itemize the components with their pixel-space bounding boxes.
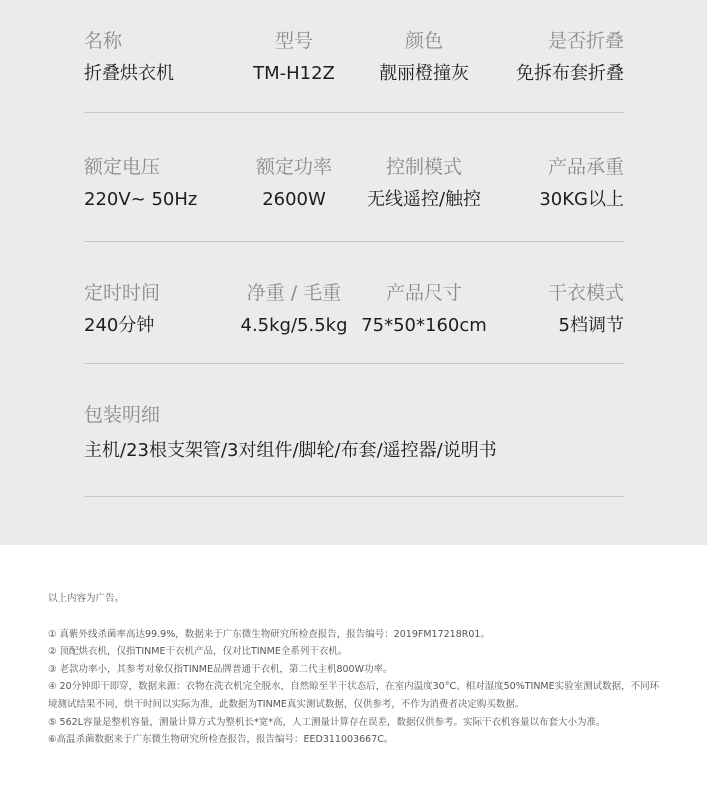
spec-label: 颜色 [404,30,444,52]
footnote-item: ⑤ 562L容量是整机容量，测量计算方式为整机长*宽*高，人工测量计算存在误差，数据仅供参考。实际干衣机容量以布套大小为准。 [48,716,606,728]
package-label: 包装明细 [84,404,161,426]
package-value: 主机/23根支架管/3对组件/脚轮/布套/遥控器/说明书 [84,440,497,461]
spec-value: 75*50*160cm [361,315,487,336]
spec-value: 无线遥控/触控 [366,189,482,210]
spec-label: 是否折叠 [547,30,624,52]
spec-label: 产品尺寸 [385,282,463,304]
footnote-item: ② 顶配烘衣机，仅指TINME干衣机产品，仅对比TINME全系列干衣机。 [48,646,348,658]
footnote-item: ① 真紫外线杀菌率高达99.9%，数据来于广东微生物研究所检查报告，报告编号：2019FM17218R01。 [48,628,490,640]
spec-row-1 [84,29,624,89]
spec-value: 30KG以上 [539,189,624,210]
spec-label: 额定电压 [84,156,161,178]
spec-row-3 [84,281,624,341]
spec-row-2 [84,155,624,215]
spec-label: 净重 / 毛重 [246,282,342,304]
spec-value: 220V~ 50Hz [84,189,198,210]
spec-label: 额定功率 [255,156,333,178]
ad-disclaimer: 以上内容为广告。 [48,593,125,604]
divider [84,363,624,364]
footnote-item: ③ 老款功率小，其参考对象仅指TINME品牌普通干衣机，第二代主机800W功率。 [48,663,393,675]
footnote-item: ⑥高温杀菌数据来于广东微生物研究所检查报告，报告编号：EED311003667C。 [48,734,394,746]
spec-value: TM-H12Z [253,63,335,84]
spec-value: 4.5kg/5.5kg [240,315,348,336]
spec-value: 240分钟 [84,315,155,336]
footnotes [48,590,668,749]
spec-value: 5档调节 [558,315,624,336]
spec-value: 2600W [262,189,326,210]
spec-label: 干衣模式 [547,282,624,304]
spec-label: 定时时间 [84,282,161,304]
spec-value: 折叠烘衣机 [84,63,174,84]
divider [84,496,624,497]
spec-value: 靓丽橙撞灰 [379,63,469,84]
spec-value: 免拆布套折叠 [516,63,624,84]
divider [84,112,624,113]
spec-label: 产品承重 [547,156,624,178]
spec-label: 名称 [84,30,123,52]
spec-label: 型号 [274,30,314,52]
spec-label: 控制模式 [385,156,463,178]
footnote-item: ④ 20分钟即干即穿，数据来源：衣物在洗衣机完全脱水，自然晾至半干状态后，在室内温度30°C、相对湿度50%TINME实验室测试数据，不同环境测试结果不同，烘干时间以实际为准，此数据为TINME真实测试数据，仅供参考，不作为消费者决定购买数据。 [48,681,660,710]
divider [84,241,624,242]
